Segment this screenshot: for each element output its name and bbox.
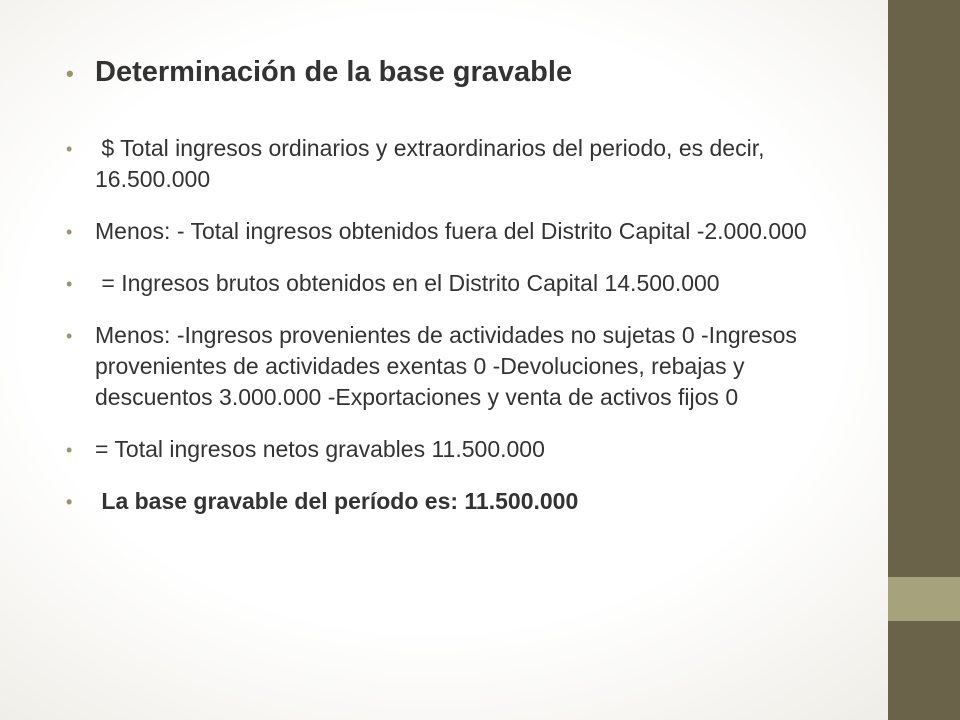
bullet-icon: • xyxy=(66,139,73,159)
bullet-icon: • xyxy=(66,222,73,242)
list-item-text: Menos: - Total ingresos obtenidos fuera del Distrito Capital -2.000.000 xyxy=(95,218,807,244)
list-item xyxy=(66,320,856,413)
list-item xyxy=(66,268,856,299)
list-item-text: = Total ingresos netos gravables 11.500.000 xyxy=(95,436,545,462)
list-item xyxy=(66,133,856,195)
conclusion-text: La base gravable del período es: 11.500.000 xyxy=(95,488,579,514)
bullet-icon: • xyxy=(66,492,73,512)
side-accent-bar-top xyxy=(888,0,960,577)
side-accent-bar-bottom xyxy=(888,621,960,720)
slide-content xyxy=(66,52,856,538)
bullet-icon: • xyxy=(66,326,73,346)
list-item xyxy=(66,216,856,247)
slide-title xyxy=(66,52,856,92)
slide-title-text: Determinación de la base gravable xyxy=(95,56,573,88)
bullet-icon: • xyxy=(66,440,73,460)
bullet-icon: • xyxy=(66,274,73,294)
list-item xyxy=(66,434,856,465)
conclusion-item xyxy=(66,486,856,517)
side-accent-bar-middle xyxy=(888,577,960,621)
list-item-text: Menos: -Ingresos provenientes de actividades no sujetas 0 -Ingresos provenientes de actividades exentas 0 -Devoluciones, rebajas y descuentos 3.000.000 -Exportaciones y venta de activos fijos 0 xyxy=(95,322,797,410)
list-item-text: $ Total ingresos ordinarios y extraordinarios del periodo, es decir, 16.500.000 xyxy=(95,135,771,192)
bullet-icon: • xyxy=(66,61,74,86)
list-item-text: = Ingresos brutos obtenidos en el Distrito Capital 14.500.000 xyxy=(95,270,720,296)
